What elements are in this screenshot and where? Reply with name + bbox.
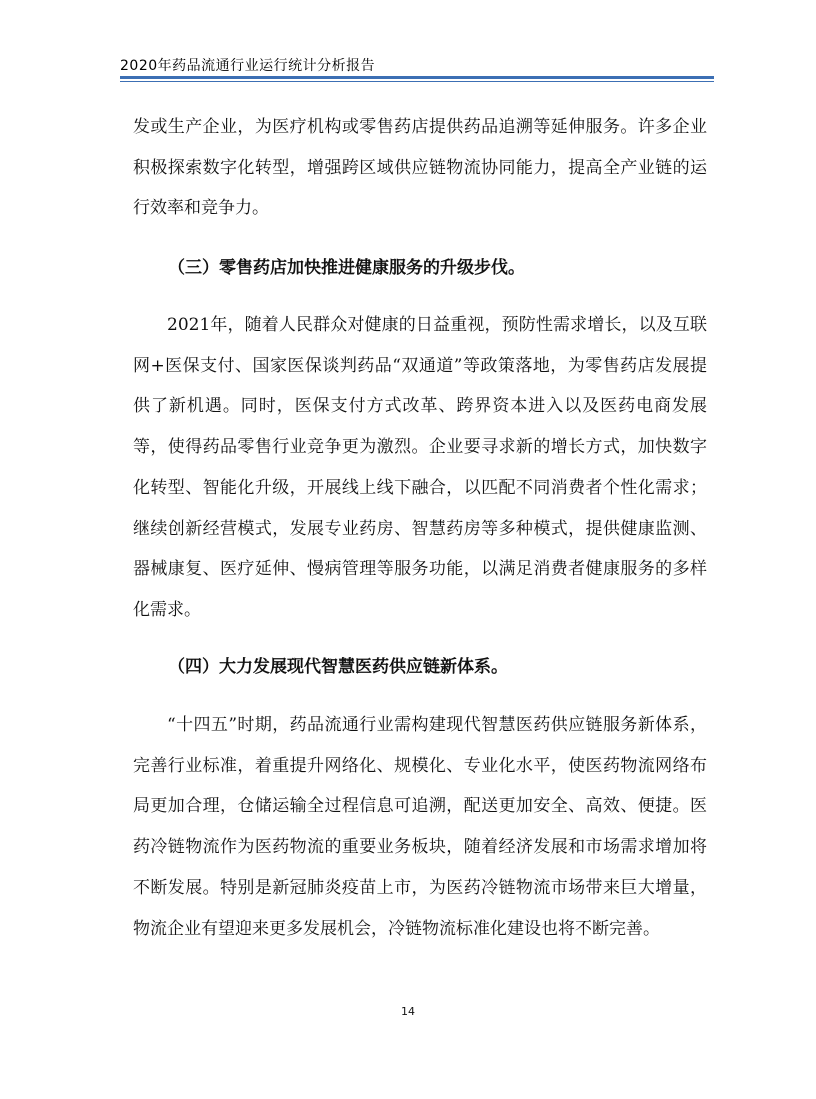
report-header-title: 2020年药品流通行业运行统计分析报告 bbox=[120, 58, 376, 74]
header-rule-thick bbox=[120, 76, 714, 79]
paragraph-continuation: 发或生产企业，为医疗机构或零售药店提供药品追溯等延伸服务。许多企业积极探索数字化转型，增强跨区域供应链物流协同能力，提高全产业链的运行效率和竞争力。 bbox=[133, 117, 707, 219]
section-heading-3: （三）零售药店加快推进健康服务的升级步伐。 bbox=[168, 258, 525, 278]
header-rule-thin bbox=[120, 81, 714, 82]
page-number: 14 bbox=[401, 1005, 415, 1018]
section-heading-4: （四）大力发展现代智慧医药供应链新体系。 bbox=[168, 657, 508, 677]
paragraph-retail-pharmacy: 2021年，随着人民群众对健康的日益重视，预防性需求增长，以及互联网+医保支付、国家医保谈判药品“双通道”等政策落地，为零售药店发展提供了新机遇。同时，医保支付方式改革、跨界资本进入以及医药电商发展等，使得药品零售行业竞争更为激烈。企业要寻求新的增长方式，加快数字化转型、智能化升级，开展线上线下融合，以匹配不同消费者个性化需求；继续创新经营模式，发展专业药房、智慧药房等多种模式，提供健康监测、器械康复、医疗延伸、慢病管理等服务功能，以满足消费者健康服务的多样化需求。 bbox=[133, 315, 707, 620]
paragraph-smart-supply-chain: “十四五”时期，药品流通行业需构建现代智慧医药供应链服务新体系，完善行业标准，着重提升网络化、规模化、专业化水平，使医药物流网络布局更加合理，仓储运输全过程信息可追溯，配送更加安全、高效、便捷。医药冷链物流作为医药物流的重要业务板块，随着经济发展和市场需求增加将不断发展。特别是新冠肺炎疫苗上市，为医药冷链物流市场带来巨大增量，物流企业有望迎来更多发展机会，冷链物流标准化建设也将不断完善。 bbox=[133, 715, 707, 939]
